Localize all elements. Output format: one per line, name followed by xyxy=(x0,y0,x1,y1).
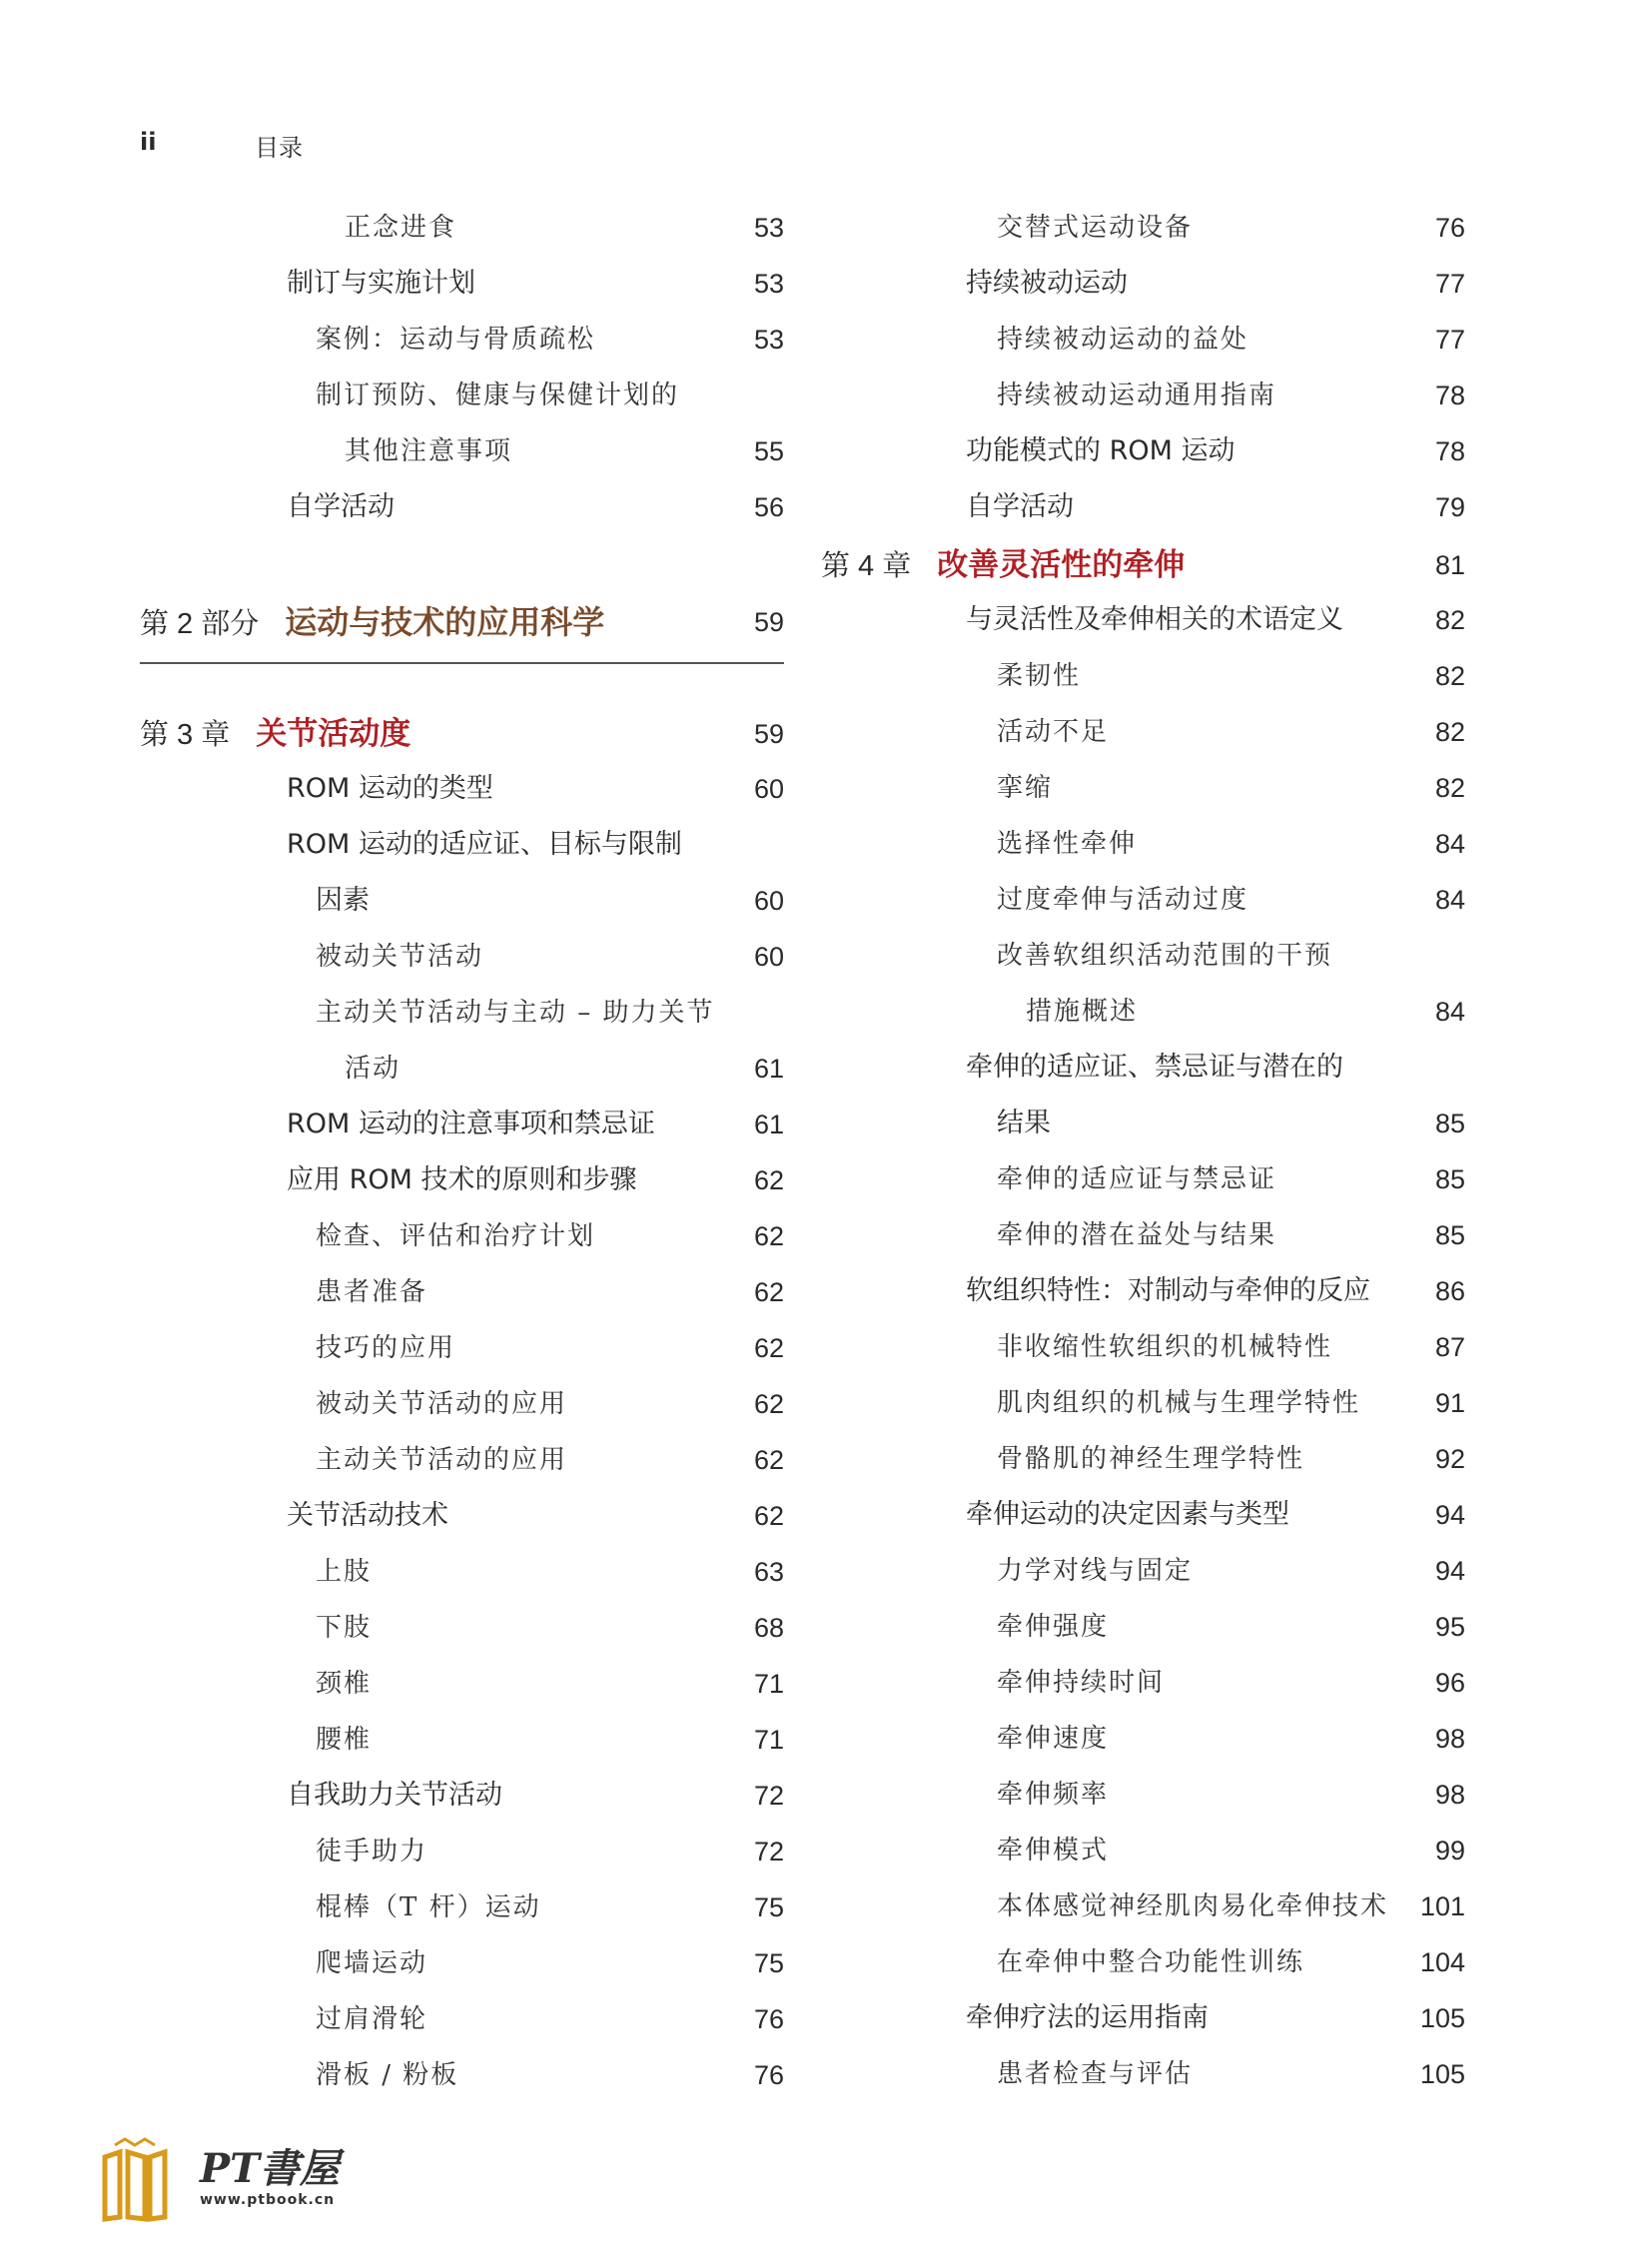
toc-entry[interactable] xyxy=(821,423,1465,479)
toc-entry[interactable] xyxy=(821,312,1465,368)
toc-entry[interactable] xyxy=(821,1040,1465,1096)
toc-entry[interactable] xyxy=(140,256,784,312)
toc-entry-page: 101 xyxy=(1419,1891,1465,1921)
toc-entry-title: 应用 ROM 技术的原则和步骤 xyxy=(287,1164,637,1195)
toc-entry[interactable] xyxy=(140,312,784,368)
part-heading[interactable] xyxy=(140,594,784,650)
chapter-heading-label: 第 4 章 xyxy=(821,550,912,582)
toc-entry[interactable] xyxy=(821,760,1465,816)
toc-entry[interactable] xyxy=(821,200,1465,256)
toc-entry-page: 62 xyxy=(753,1277,784,1307)
toc-entry-title: 因素 xyxy=(316,885,370,916)
toc-entry-title: 牵伸疗法的运用指南 xyxy=(966,2002,1209,2033)
chapter-heading[interactable] xyxy=(140,706,784,762)
toc-entry-page: 105 xyxy=(1419,2003,1465,2033)
chapter-heading-label: 第 3 章 xyxy=(140,719,231,751)
toc-entry-title: ROM 运动的注意事项和禁忌证 xyxy=(287,1109,655,1139)
toc-entry[interactable] xyxy=(140,817,784,873)
toc-entry-title: 挛缩 xyxy=(997,773,1054,803)
toc-entry[interactable] xyxy=(140,1656,784,1712)
chapter-heading[interactable] xyxy=(821,537,1465,593)
toc-entry-title: 其他注意事项 xyxy=(345,436,513,466)
toc-entry[interactable] xyxy=(140,929,784,985)
toc-entry[interactable] xyxy=(140,1879,784,1935)
toc-entry-title: 活动不足 xyxy=(997,717,1110,747)
toc-entry[interactable] xyxy=(140,985,784,1041)
toc-entry-page: 77 xyxy=(1434,269,1465,299)
toc-entry-title: 选择性牵伸 xyxy=(997,829,1138,859)
toc-entry-title: 制订预防、健康与保健计划的 xyxy=(316,380,680,410)
toc-entry-title: 牵伸的潜在益处与结果 xyxy=(997,1220,1277,1250)
toc-entry-page: 95 xyxy=(1434,1612,1465,1642)
toc-entry-title: 技巧的应用 xyxy=(316,1333,456,1363)
toc-entry-page: 84 xyxy=(1434,885,1465,915)
toc-entry[interactable] xyxy=(821,704,1465,760)
toc-entry-page: 72 xyxy=(753,1837,784,1867)
toc-entry[interactable] xyxy=(140,1097,784,1152)
toc-entry[interactable] xyxy=(821,1599,1465,1655)
part-divider xyxy=(140,662,784,664)
toc-entry-page: 61 xyxy=(753,1110,784,1139)
toc-entry-title: 下肢 xyxy=(316,1613,373,1643)
toc-entry[interactable] xyxy=(140,1208,784,1264)
toc-entry[interactable] xyxy=(821,1934,1465,1990)
toc-entry-page: 85 xyxy=(1434,1220,1465,1250)
toc-entry-title: 主动关节活动的应用 xyxy=(316,1445,568,1475)
toc-entry[interactable] xyxy=(140,1488,784,1544)
toc-entry[interactable] xyxy=(140,1991,784,2047)
toc-entry-page: 82 xyxy=(1434,773,1465,803)
toc-entry[interactable] xyxy=(140,423,784,479)
toc-entry-page: 78 xyxy=(1434,380,1465,410)
toc-entry-page: 62 xyxy=(753,1389,784,1419)
toc-entry-title: 结果 xyxy=(997,1108,1051,1138)
chapter-heading-title: 改善灵活性的牵伸 xyxy=(937,547,1186,583)
toc-entry[interactable] xyxy=(140,1264,784,1320)
toc-entry[interactable] xyxy=(140,1712,784,1768)
toc-entry-page: 62 xyxy=(753,1221,784,1251)
toc-entry[interactable] xyxy=(821,592,1465,648)
toc-entry-page: 82 xyxy=(1434,717,1465,747)
toc-entry[interactable] xyxy=(140,1041,784,1097)
toc-entry-page: 53 xyxy=(753,213,784,243)
toc-entry-page: 94 xyxy=(1434,1500,1465,1530)
toc-entry-title: 软组织特性：对制动与牵伸的反应 xyxy=(966,1275,1370,1306)
toc-entry[interactable] xyxy=(140,1320,784,1376)
toc-entry[interactable] xyxy=(140,1824,784,1879)
toc-entry-title: 正念进食 xyxy=(345,213,457,243)
toc-entry[interactable] xyxy=(140,1935,784,1991)
toc-entry-page: 105 xyxy=(1419,2059,1465,2089)
toc-entry-page: 55 xyxy=(753,436,784,466)
toc-entry-title: 改善软组织活动范围的干预 xyxy=(997,941,1333,971)
toc-entry-title: 自我助力关节活动 xyxy=(287,1780,502,1811)
watermark-brand: PT書屋 xyxy=(200,2145,340,2192)
toc-entry-title: 案例：运动与骨质疏松 xyxy=(316,325,596,355)
toc-entry-page: 87 xyxy=(1434,1332,1465,1362)
toc-entry-title: 过肩滑轮 xyxy=(316,2004,428,2034)
toc-entry-title: ROM 运动的适应证、目标与限制 xyxy=(287,829,682,860)
toc-entry[interactable] xyxy=(821,1431,1465,1487)
toc-entry-page: 60 xyxy=(753,886,784,916)
toc-entry-title: 腰椎 xyxy=(316,1725,373,1755)
toc-entry[interactable] xyxy=(821,648,1465,704)
toc-entry[interactable] xyxy=(140,368,784,423)
toc-entry-page: 76 xyxy=(753,2060,784,2090)
toc-entry[interactable] xyxy=(140,1768,784,1824)
toc-entry[interactable] xyxy=(140,1432,784,1488)
toc-entry-title: 在牵伸中整合功能性训练 xyxy=(997,1947,1305,1977)
toc-entry-page: 79 xyxy=(1434,492,1465,522)
toc-entry-page: 75 xyxy=(753,1892,784,1922)
toc-entry-page: 78 xyxy=(1434,436,1465,466)
toc-entry[interactable] xyxy=(821,1207,1465,1263)
toc-entry-page: 60 xyxy=(753,942,784,972)
toc-entry-page: 60 xyxy=(753,774,784,804)
toc-entry-title: 骨骼肌的神经生理学特性 xyxy=(997,1444,1305,1474)
toc-entry[interactable] xyxy=(821,1151,1465,1207)
toc-entry[interactable] xyxy=(821,1319,1465,1375)
toc-entry-page: 61 xyxy=(753,1054,784,1084)
toc-entry-title: 自学活动 xyxy=(287,491,395,522)
part-heading-title: 运动与技术的应用科学 xyxy=(285,603,605,641)
toc-entry-title: 牵伸频率 xyxy=(997,1780,1110,1810)
toc-entry-title: 持续被动运动通用指南 xyxy=(997,380,1277,410)
toc-entry-page: 85 xyxy=(1434,1109,1465,1138)
toc-entry-page: 62 xyxy=(753,1501,784,1531)
toc-entry-title: 自学活动 xyxy=(966,491,1074,522)
toc-entry-title: 徒手助力 xyxy=(316,1837,428,1867)
toc-entry-title: 被动关节活动 xyxy=(316,942,484,972)
toc-entry-page: 72 xyxy=(753,1781,784,1811)
toc-entry[interactable] xyxy=(821,1990,1465,2046)
toc-entry[interactable] xyxy=(821,1543,1465,1599)
toc-entry-page: 86 xyxy=(1434,1276,1465,1306)
toc-entry[interactable] xyxy=(821,368,1465,423)
toc-entry[interactable] xyxy=(140,1152,784,1208)
toc-entry-page: 85 xyxy=(1434,1164,1465,1194)
toc-entry-title: 检查、评估和治疗计划 xyxy=(316,1221,596,1251)
toc-entry-title: 牵伸运动的决定因素与类型 xyxy=(966,1499,1289,1530)
toc-entry[interactable] xyxy=(821,479,1465,535)
toc-entry[interactable] xyxy=(140,1376,784,1432)
toc-entry-page: 99 xyxy=(1434,1836,1465,1866)
toc-entry-page: 53 xyxy=(753,325,784,355)
toc-entry[interactable] xyxy=(821,2046,1465,2102)
toc-entry-title: 被动关节活动的应用 xyxy=(316,1389,568,1419)
toc-entry[interactable] xyxy=(140,1600,784,1656)
toc-entry-title: 持续被动运动 xyxy=(966,268,1128,299)
toc-entry-title: 功能模式的 ROM 运动 xyxy=(966,435,1236,466)
toc-entry-title: 滑板 / 粉板 xyxy=(316,2060,459,2090)
toc-entry-title: 过度牵伸与活动过度 xyxy=(997,885,1249,915)
toc-entry-page: 62 xyxy=(753,1445,784,1475)
toc-entry-title: 牵伸强度 xyxy=(997,1612,1110,1642)
toc-entry[interactable] xyxy=(821,928,1465,984)
toc-entry-title: 牵伸持续时间 xyxy=(997,1668,1166,1698)
toc-entry[interactable] xyxy=(140,761,784,817)
toc-entry-page: 104 xyxy=(1419,1947,1465,1977)
toc-entry-title: 与灵活性及牵伸相关的术语定义 xyxy=(966,604,1343,635)
part-heading-page: 59 xyxy=(753,607,784,637)
toc-entry[interactable] xyxy=(821,1767,1465,1823)
toc-entry-page: 53 xyxy=(753,269,784,299)
toc-entry-title: 棍棒（T 杆）运动 xyxy=(316,1892,541,1922)
toc-entry-title: 爬墙运动 xyxy=(316,1948,428,1978)
toc-entry[interactable] xyxy=(140,873,784,929)
toc-entry-title: 措施概述 xyxy=(1026,997,1139,1027)
toc-entry-title: 颈椎 xyxy=(316,1669,373,1699)
toc-entry-page: 77 xyxy=(1434,325,1465,355)
toc-entry-page: 98 xyxy=(1434,1724,1465,1754)
toc-entry[interactable] xyxy=(140,200,784,256)
toc-entry-title: 主动关节活动与主动 – 助力关节 xyxy=(316,998,715,1028)
toc-entry[interactable] xyxy=(821,1823,1465,1878)
chapter-heading-title: 关节活动度 xyxy=(256,716,412,752)
toc-entry-title: 牵伸模式 xyxy=(997,1836,1110,1866)
toc-entry-page: 76 xyxy=(753,2004,784,2034)
toc-entry[interactable] xyxy=(140,1544,784,1600)
toc-entry-title: 牵伸的适应证、禁忌证与潜在的 xyxy=(966,1052,1343,1083)
part-heading-label: 第 2 部分 xyxy=(140,608,260,640)
toc-entry-page: 98 xyxy=(1434,1780,1465,1810)
toc-entry[interactable] xyxy=(140,479,784,535)
toc-entry-page: 71 xyxy=(753,1669,784,1699)
toc-entry-title: ROM 运动的类型 xyxy=(287,773,493,804)
toc-entry-page: 82 xyxy=(1434,661,1465,691)
watermark-url: www.ptbook.cn xyxy=(200,2192,336,2208)
toc-entry-title: 柔韧性 xyxy=(997,661,1082,691)
toc-entry-page: 56 xyxy=(753,492,784,522)
toc-entry[interactable] xyxy=(821,1655,1465,1711)
toc-entry-title: 力学对线与固定 xyxy=(997,1556,1194,1586)
toc-entry[interactable] xyxy=(821,1711,1465,1767)
toc-entry-page: 82 xyxy=(1434,605,1465,635)
toc-entry-page: 92 xyxy=(1434,1444,1465,1474)
toc-entry-page: 84 xyxy=(1434,997,1465,1027)
chapter-heading-page: 59 xyxy=(753,719,784,749)
toc-entry-title: 上肢 xyxy=(316,1557,373,1587)
toc-entry[interactable] xyxy=(821,256,1465,312)
toc-entry[interactable] xyxy=(821,1375,1465,1431)
toc-entry-page: 68 xyxy=(753,1613,784,1643)
toc-entry-title: 牵伸速度 xyxy=(997,1724,1110,1754)
toc-entry[interactable] xyxy=(821,1263,1465,1319)
toc-entry[interactable] xyxy=(821,816,1465,872)
toc-entry[interactable] xyxy=(821,984,1465,1040)
toc-entry[interactable] xyxy=(140,2047,784,2103)
toc-entry-title: 活动 xyxy=(345,1054,402,1084)
toc-entry-page: 84 xyxy=(1434,829,1465,859)
toc-entry-page: 91 xyxy=(1434,1388,1465,1418)
toc-entry[interactable] xyxy=(821,1878,1465,1934)
toc-entry-title: 关节活动技术 xyxy=(287,1500,448,1531)
toc-entry-title: 牵伸的适应证与禁忌证 xyxy=(997,1164,1277,1194)
toc-entry-page: 62 xyxy=(753,1165,784,1195)
page-number: ii xyxy=(140,128,157,156)
toc-entry-page: 94 xyxy=(1434,1556,1465,1586)
toc-entry-page: 75 xyxy=(753,1948,784,1978)
chapter-heading-page: 81 xyxy=(1434,550,1465,580)
toc-entry-title: 制订与实施计划 xyxy=(287,268,475,299)
toc-entry-title: 交替式运动设备 xyxy=(997,213,1194,243)
toc-entry-title: 患者准备 xyxy=(316,1277,428,1307)
toc-entry-title: 肌肉组织的机械与生理学特性 xyxy=(997,1388,1361,1418)
toc-entry-page: 71 xyxy=(753,1725,784,1755)
running-title: 目录 xyxy=(255,134,303,162)
toc-entry-title: 持续被动运动的益处 xyxy=(997,325,1249,355)
toc-entry[interactable] xyxy=(821,1096,1465,1151)
toc-entry-title: 本体感觉神经肌肉易化牵伸技术 xyxy=(997,1891,1389,1921)
toc-entry-page: 62 xyxy=(753,1333,784,1363)
toc-entry-page: 76 xyxy=(1434,213,1465,243)
toc-entry-title: 非收缩性软组织的机械特性 xyxy=(997,1332,1333,1362)
toc-entry-page: 96 xyxy=(1434,1668,1465,1698)
toc-entry-page: 63 xyxy=(753,1557,784,1587)
toc-entry[interactable] xyxy=(821,1487,1465,1543)
toc-entry[interactable] xyxy=(821,872,1465,928)
toc-entry-title: 患者检查与评估 xyxy=(997,2059,1194,2089)
